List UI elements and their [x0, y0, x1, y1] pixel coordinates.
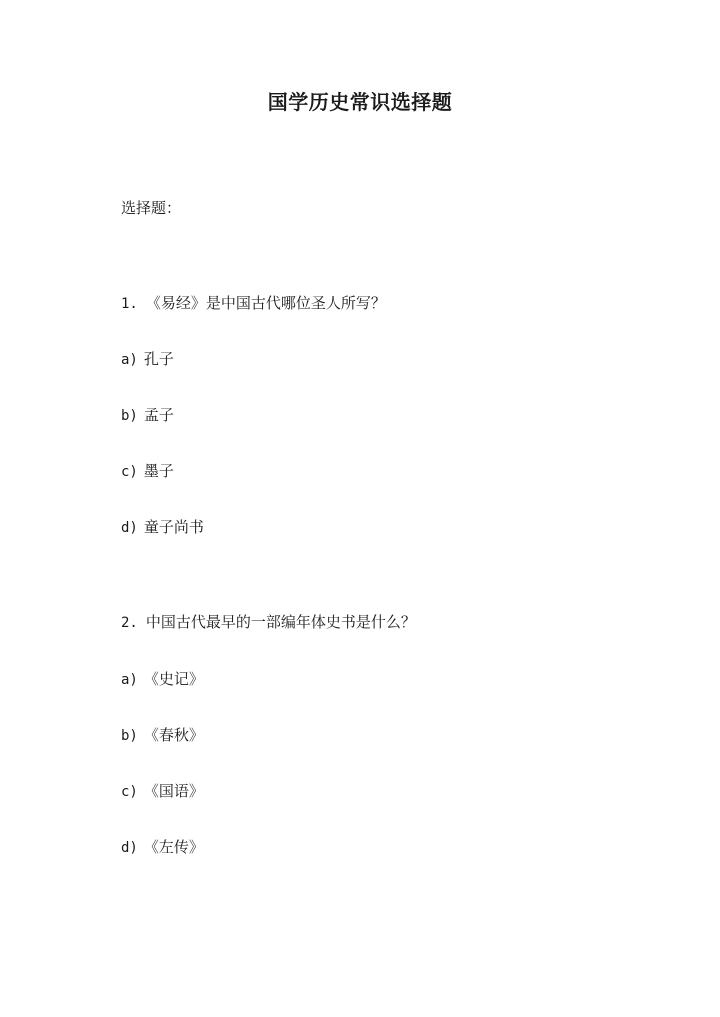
option-2d	[121, 836, 204, 857]
question-text: 《易经》是中国古代哪位圣人所写？	[145, 294, 386, 312]
option-text: 孔子	[143, 350, 174, 368]
option-letter: d)	[121, 520, 138, 536]
option-letter: a)	[121, 672, 138, 688]
section-label: 选择题：	[121, 199, 182, 217]
question-number: 1.	[121, 296, 138, 312]
option-letter: c)	[121, 784, 138, 800]
option-text: 《春秋》	[143, 726, 204, 744]
option-letter: d)	[121, 840, 138, 856]
question-text: 中国古代最早的一部编年体史书是什么？	[145, 613, 416, 631]
option-letter: b)	[121, 728, 138, 744]
option-letter: c)	[121, 464, 138, 480]
option-text: 《史记》	[143, 670, 204, 688]
option-text: 墨子	[143, 462, 174, 480]
option-2b	[121, 724, 204, 745]
question-1	[121, 292, 386, 313]
question-2	[121, 611, 416, 632]
option-1d	[121, 516, 204, 537]
option-1b	[121, 404, 174, 425]
option-letter: b)	[121, 408, 138, 424]
option-2a	[121, 668, 204, 689]
option-1a	[121, 348, 174, 369]
document-title: 国学历史常识选择题	[267, 90, 453, 114]
option-text: 童子尚书	[143, 518, 204, 536]
option-text: 孟子	[143, 406, 174, 424]
option-2c	[121, 780, 204, 801]
option-1c	[121, 460, 174, 481]
question-number: 2.	[121, 615, 138, 631]
option-text: 《国语》	[143, 782, 204, 800]
option-text: 《左传》	[143, 838, 204, 856]
option-letter: a)	[121, 352, 138, 368]
